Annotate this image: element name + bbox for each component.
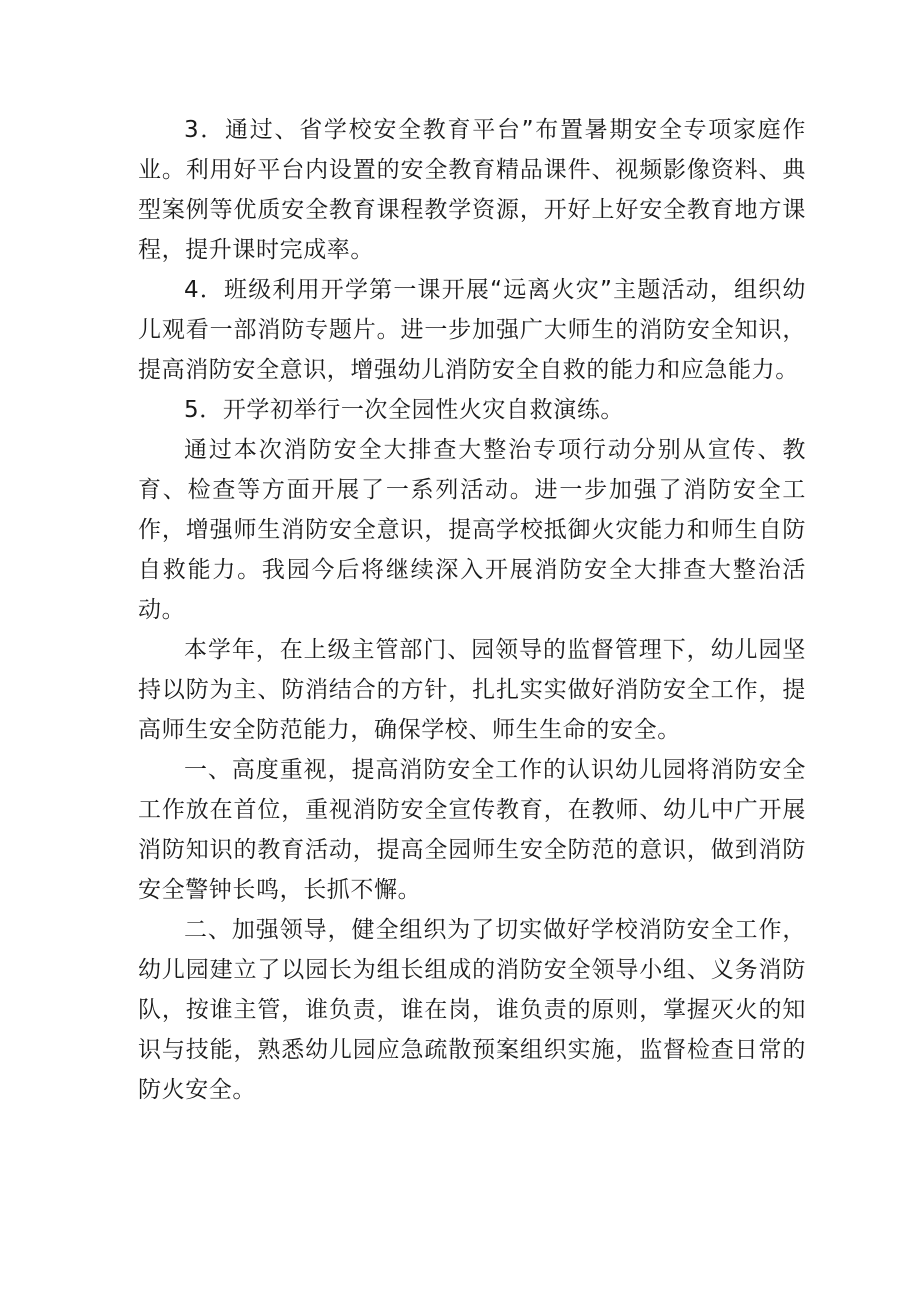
paragraph-section-one: 一、高度重视，提高消防安全工作的认识幼儿园将消防安全工作放在首位，重视消防安全宣传教育，在教师、幼儿中广开展消防知识的教育活动，提高全园师生安全防范的意识，做到消防安全警钟长鸣，长抓不懈。 [138,757,806,903]
paragraph-item-3: 3．通过、省学校安全教育平台”布置暑期安全专项家庭作业。利用好平台内设置的安全教育精品课件、视频影像资料、典型案例等优质安全教育课程教学资源，开好上好安全教育地方课程，提升课时完成率。 [138,117,806,263]
paragraph-section-two: 二、加强领导，健全组织为了切实做好学校消防安全工作，幼儿园建立了以园长为组长组成的消防安全领导小组、义务消防队，按谁主管，谁负责，谁在岗，谁负责的原则，掌握灭火的知识与技能，熟悉幼儿园应急疏散预案组织实施，监督检查日常的防火安全。 [138,917,806,1103]
paragraph-summary: 通过本次消防安全大排查大整治专项行动分别从宣传、教育、检查等方面开展了一系列活动。进一步加强了消防安全工作，增强师生消防安全意识，提高学校抵御火灾能力和师生自防自救能力。我园今后将继续深入开展消防安全大排查大整治活动。 [138,437,806,623]
paragraph-item-5: 5．开学初举行一次全园性火灾自救演练。 [184,397,625,423]
paragraph-intro: 本学年，在上级主管部门、园领导的监督管理下，幼儿园坚持以防为主、防消结合的方针，扎扎实实做好消防安全工作，提高师生安全防范能力，确保学校、师生生命的安全。 [138,637,806,743]
paragraph-item-4: 4．班级利用开学第一课开展“远离火灾”主题活动，组织幼儿观看一部消防专题片。进一步加强广大师生的消防安全知识，提高消防安全意识，增强幼儿消防安全自救的能力和应急能力。 [138,277,806,383]
document-body [138,110,806,1110]
